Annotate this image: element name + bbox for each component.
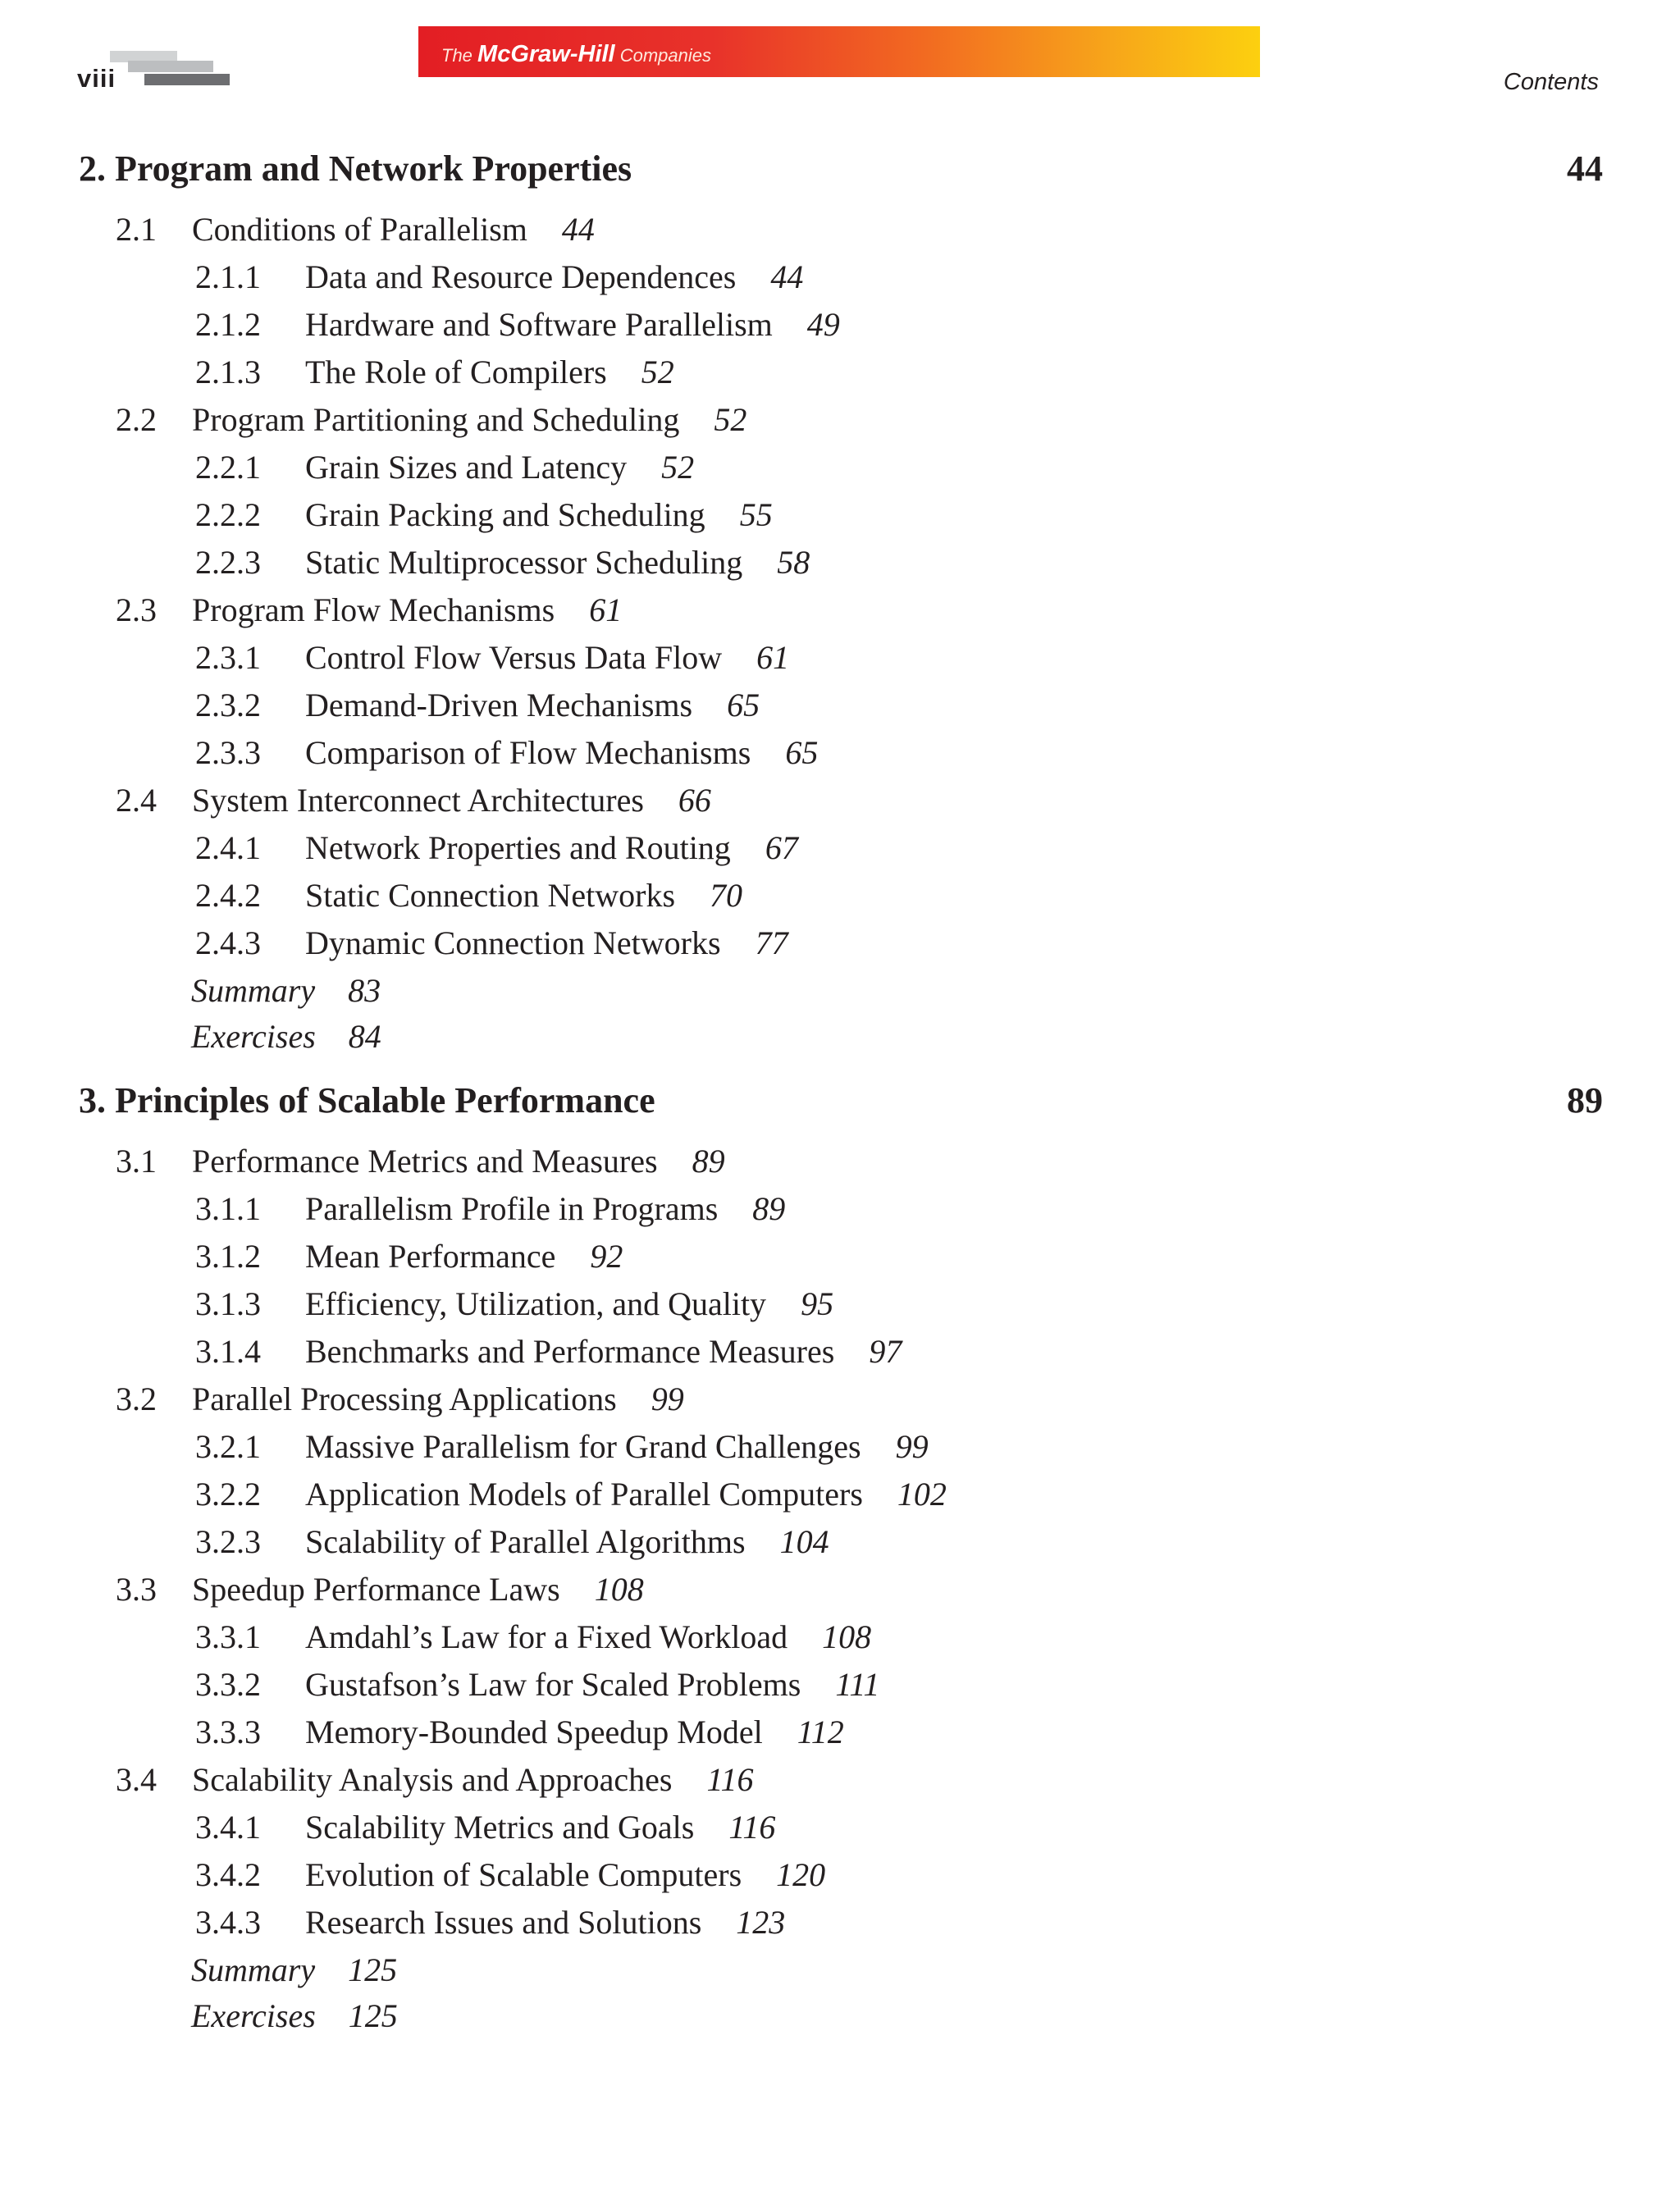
subsection-number: 2.4.2	[195, 877, 261, 914]
summary-title: Summary	[191, 972, 316, 1009]
header-decoration	[144, 74, 230, 85]
toc-subsection	[195, 1811, 775, 1844]
section-number: 2.2	[116, 401, 157, 438]
subsection-title: Memory-Bounded Speedup Model	[305, 1714, 763, 1750]
subsection-number: 3.4.1	[195, 1809, 261, 1846]
subsection-title: Comparison of Flow Mechanisms	[305, 734, 751, 771]
brand-prefix: The	[441, 45, 478, 66]
toc-subsection	[195, 879, 742, 912]
toc-subsection	[195, 1478, 947, 1511]
toc-exercises	[191, 1020, 381, 1053]
toc-subsection	[195, 1428, 929, 1465]
toc-subsection	[195, 1335, 902, 1368]
toc-summary	[191, 1951, 398, 1988]
toc-subsection	[195, 689, 760, 722]
toc-subsection	[195, 1856, 826, 1893]
subsection-page: 111	[835, 1666, 880, 1703]
subsection-number: 2.4.1	[195, 829, 261, 866]
toc-section	[116, 1380, 684, 1417]
subsection-page: 55	[739, 496, 773, 533]
subsection-number: 3.1.4	[195, 1333, 261, 1370]
section-title: Program Flow Mechanisms	[192, 591, 555, 628]
subsection-page: 112	[797, 1714, 844, 1750]
subsection-title: Demand-Driven Mechanisms	[305, 687, 693, 723]
toc-subsection	[195, 641, 789, 674]
subsection-number: 2.1.2	[195, 306, 261, 343]
subsection-page: 102	[897, 1476, 947, 1513]
toc-subsection	[195, 734, 819, 771]
subsection-number: 2.2.1	[195, 449, 261, 486]
publisher-logo	[441, 41, 711, 68]
subsection-page: 99	[895, 1428, 929, 1465]
section-number: 3.2	[116, 1380, 157, 1417]
chapter-title: 2. Program and Network Properties	[79, 148, 632, 189]
subsection-title: Amdahl’s Law for a Fixed Workload	[305, 1618, 788, 1655]
section-title: Scalability Analysis and Approaches	[192, 1761, 673, 1798]
subsection-title: Data and Resource Dependences	[305, 258, 737, 295]
toc-subsection	[195, 1668, 879, 1701]
subsection-number: 2.2.2	[195, 496, 261, 533]
subsection-title: Evolution of Scalable Computers	[305, 1856, 742, 1893]
exercises-page: 125	[348, 1997, 398, 2034]
toc-subsection	[195, 1618, 872, 1655]
subsection-title: Grain Sizes and Latency	[305, 449, 628, 486]
summary-title: Summary	[191, 1951, 316, 1988]
subsection-page: 89	[752, 1190, 786, 1227]
subsection-title: Control Flow Versus Data Flow	[305, 639, 723, 676]
subsection-number: 3.1.1	[195, 1190, 261, 1227]
subsection-page: 95	[801, 1285, 834, 1322]
section-number: 3.4	[116, 1761, 157, 1798]
subsection-page: 70	[710, 877, 743, 914]
subsection-number: 3.4.3	[195, 1904, 261, 1941]
brand-name: McGraw-Hill	[477, 41, 615, 67]
section-title: Parallel Processing Applications	[192, 1380, 617, 1417]
summary-page: 125	[348, 1951, 398, 1988]
toc-section	[116, 591, 623, 628]
section-page: 108	[594, 1571, 644, 1608]
toc-subsection	[195, 1240, 623, 1273]
subsection-number: 3.3.3	[195, 1714, 261, 1750]
subsection-number: 2.4.3	[195, 924, 261, 961]
toc-section	[116, 1573, 644, 1606]
toc-subsection	[195, 1190, 786, 1227]
section-page: 116	[706, 1761, 754, 1798]
toc-subsection	[195, 924, 788, 961]
section-title: Conditions of Parallelism	[192, 211, 527, 248]
subsection-title: Hardware and Software Parallelism	[305, 306, 773, 343]
subsection-title: Gustafson’s Law for Scaled Problems	[305, 1666, 801, 1703]
toc-summary	[191, 974, 381, 1007]
brand-suffix: Companies	[614, 45, 712, 66]
subsection-page: 92	[590, 1238, 623, 1275]
chapter-heading	[79, 1079, 1603, 1121]
subsection-title: Scalability of Parallel Algorithms	[305, 1523, 746, 1560]
subsection-title: Research Issues and Solutions	[305, 1904, 702, 1941]
subsection-title: Network Properties and Routing	[305, 829, 731, 866]
section-page: 52	[714, 401, 747, 438]
toc-subsection	[195, 546, 810, 579]
subsection-title: Massive Parallelism for Grand Challenges	[305, 1428, 861, 1465]
subsection-number: 3.2.2	[195, 1476, 261, 1513]
summary-page: 83	[348, 972, 381, 1009]
subsection-title: Static Connection Networks	[305, 877, 676, 914]
subsection-page: 49	[806, 306, 840, 343]
subsection-page: 108	[822, 1618, 872, 1655]
subsection-page: 123	[736, 1904, 786, 1941]
subsection-title: Efficiency, Utilization, and Quality	[305, 1285, 767, 1322]
toc-subsection	[195, 356, 674, 389]
subsection-title: Mean Performance	[305, 1238, 556, 1275]
section-number: 3.3	[116, 1571, 157, 1608]
toc-subsection	[195, 451, 694, 484]
exercises-page: 84	[348, 1018, 381, 1055]
section-number: 2.1	[116, 211, 157, 248]
toc-subsection	[195, 308, 840, 341]
subsection-number: 3.1.2	[195, 1238, 261, 1275]
toc-subsection	[195, 1716, 844, 1749]
subsection-number: 3.4.2	[195, 1856, 261, 1893]
subsection-page: 52	[661, 449, 695, 486]
subsection-page: 58	[777, 544, 810, 581]
subsection-number: 3.3.2	[195, 1666, 261, 1703]
toc-section	[116, 213, 595, 246]
toc-subsection	[195, 1906, 785, 1939]
running-head: Contents	[1503, 69, 1599, 95]
toc-subsection	[195, 258, 804, 295]
subsection-number: 2.1.1	[195, 258, 261, 295]
toc-subsection	[195, 829, 798, 866]
section-page: 44	[561, 211, 595, 248]
subsection-page: 52	[641, 354, 674, 390]
toc-subsection	[195, 1523, 829, 1560]
section-page: 61	[589, 591, 623, 628]
toc-subsection	[195, 496, 773, 533]
toc-subsection	[195, 1285, 834, 1322]
subsection-number: 3.2.3	[195, 1523, 261, 1560]
subsection-number: 3.1.3	[195, 1285, 261, 1322]
chapter-heading	[79, 148, 1603, 189]
page-number: viii	[77, 64, 116, 93]
subsection-page: 97	[869, 1333, 902, 1370]
section-number: 2.3	[116, 591, 157, 628]
subsection-page: 67	[765, 829, 798, 866]
subsection-number: 2.2.3	[195, 544, 261, 581]
subsection-number: 2.1.3	[195, 354, 261, 390]
chapter-title: 3. Principles of Scalable Performance	[79, 1080, 655, 1120]
subsection-page: 104	[779, 1523, 829, 1560]
subsection-number: 2.3.3	[195, 734, 261, 771]
subsection-page: 65	[727, 687, 760, 723]
subsection-title: Benchmarks and Performance Measures	[305, 1333, 835, 1370]
subsection-title: Application Models of Parallel Computers	[305, 1476, 863, 1513]
subsection-page: 61	[756, 639, 790, 676]
subsection-number: 2.3.2	[195, 687, 261, 723]
chapter-page: 89	[1567, 1080, 1603, 1120]
subsection-page: 44	[770, 258, 804, 295]
subsection-page: 77	[755, 924, 788, 961]
toc-section	[116, 1761, 754, 1798]
toc-section	[116, 401, 747, 438]
subsection-title: Grain Packing and Scheduling	[305, 496, 705, 533]
subsection-title: Parallelism Profile in Programs	[305, 1190, 719, 1227]
toc-exercises	[191, 1997, 398, 2034]
subsection-number: 2.3.1	[195, 639, 261, 676]
toc-section	[116, 784, 711, 817]
exercises-title: Exercises	[191, 1018, 316, 1055]
section-page: 89	[692, 1143, 725, 1180]
subsection-number: 3.3.1	[195, 1618, 261, 1655]
exercises-title: Exercises	[191, 1997, 316, 2034]
section-page: 99	[651, 1380, 684, 1417]
subsection-title: Static Multiprocessor Scheduling	[305, 544, 743, 581]
toc-section	[116, 1145, 725, 1178]
subsection-page: 116	[728, 1809, 776, 1846]
section-number: 3.1	[116, 1143, 157, 1180]
section-title: System Interconnect Architectures	[192, 782, 644, 819]
header-decoration	[128, 61, 213, 72]
chapter-page: 44	[1567, 148, 1603, 189]
publisher-banner	[418, 26, 1260, 77]
subsection-title: Scalability Metrics and Goals	[305, 1809, 695, 1846]
subsection-title: Dynamic Connection Networks	[305, 924, 721, 961]
section-page: 66	[678, 782, 711, 819]
section-number: 2.4	[116, 782, 157, 819]
section-title: Program Partitioning and Scheduling	[192, 401, 680, 438]
subsection-page: 120	[776, 1856, 826, 1893]
subsection-title: The Role of Compilers	[305, 354, 607, 390]
section-title: Performance Metrics and Measures	[192, 1143, 658, 1180]
section-title: Speedup Performance Laws	[192, 1571, 560, 1608]
subsection-number: 3.2.1	[195, 1428, 261, 1465]
subsection-page: 65	[785, 734, 819, 771]
